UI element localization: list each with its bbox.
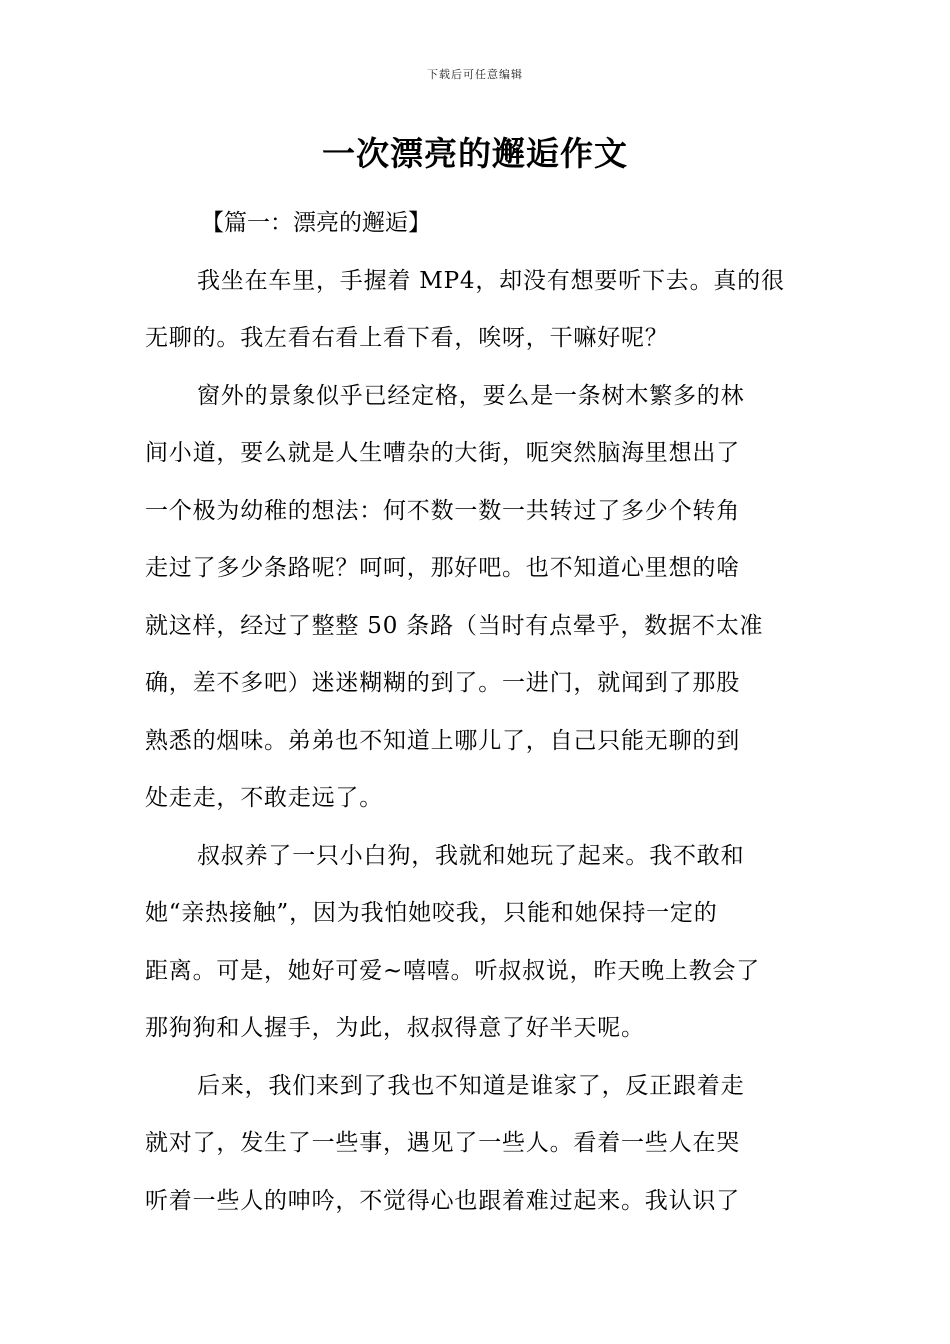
paragraph-line: 窗外的景象似乎已经定格，要么是一条树木繁多的林 — [197, 382, 745, 409]
paragraph-line: 她“亲热接触”，因为我怕她咬我，只能和她保持一定的 — [145, 900, 718, 926]
paragraph-line: 熟悉的烟味。弟弟也不知道上哪儿了，自己只能无聊的到 — [145, 727, 740, 754]
article-body — [145, 195, 807, 1230]
paragraph-line: 走过了多少条路呢？呵呵，那好吧。也不知道心里想的啥 — [145, 555, 740, 581]
paragraph-line: 确，差不多吧）迷迷糊糊的到了。一进门，就闻到了那股 — [145, 670, 740, 696]
header-note: 下载后可任意编辑 — [427, 68, 523, 81]
paragraph-line: 就对了，发生了一些事，遇见了一些人。看着一些人在哭 — [145, 1130, 740, 1156]
paragraph-line: 处走走，不敢走远了。 — [145, 785, 383, 811]
paragraph-line: 间小道，要么就是人生嘈杂的大街，呃突然脑海里想出了 — [145, 440, 740, 466]
paragraph-line: 叔叔养了一只小白狗，我就和她玩了起来。我不敢和 — [197, 842, 745, 869]
paragraph-line: 听着一些人的呻吟，不觉得心也跟着难过起来。我认识了 — [145, 1187, 740, 1214]
section-heading: 【篇一：漂亮的邂逅】 — [201, 210, 431, 236]
document-title: 一次漂亮的邂逅作文 — [322, 134, 628, 173]
paragraph-line: 距离。可是，她好可爱~嘻嘻。听叔叔说，昨天晚上教会了 — [145, 957, 761, 984]
paragraph-line: 后来，我们来到了我也不知道是谁家了，反正跟着走 — [197, 1072, 745, 1099]
paragraph-line: 我坐在车里，手握着 MP4，却没有想要听下去。真的很 — [197, 267, 785, 294]
paragraph-line: 无聊的。我左看右看上看下看，唉呀，干嘛好呢？ — [145, 325, 669, 351]
paragraph-line: 就这样，经过了整整 50 条路（当时有点晕乎，数据不太准 — [145, 612, 764, 639]
paragraph-line: 一个极为幼稚的想法：何不数一数一共转过了多少个转角 — [145, 497, 740, 524]
paragraph-line: 那狗狗和人握手，为此，叔叔得意了好半天呢。 — [145, 1015, 645, 1041]
